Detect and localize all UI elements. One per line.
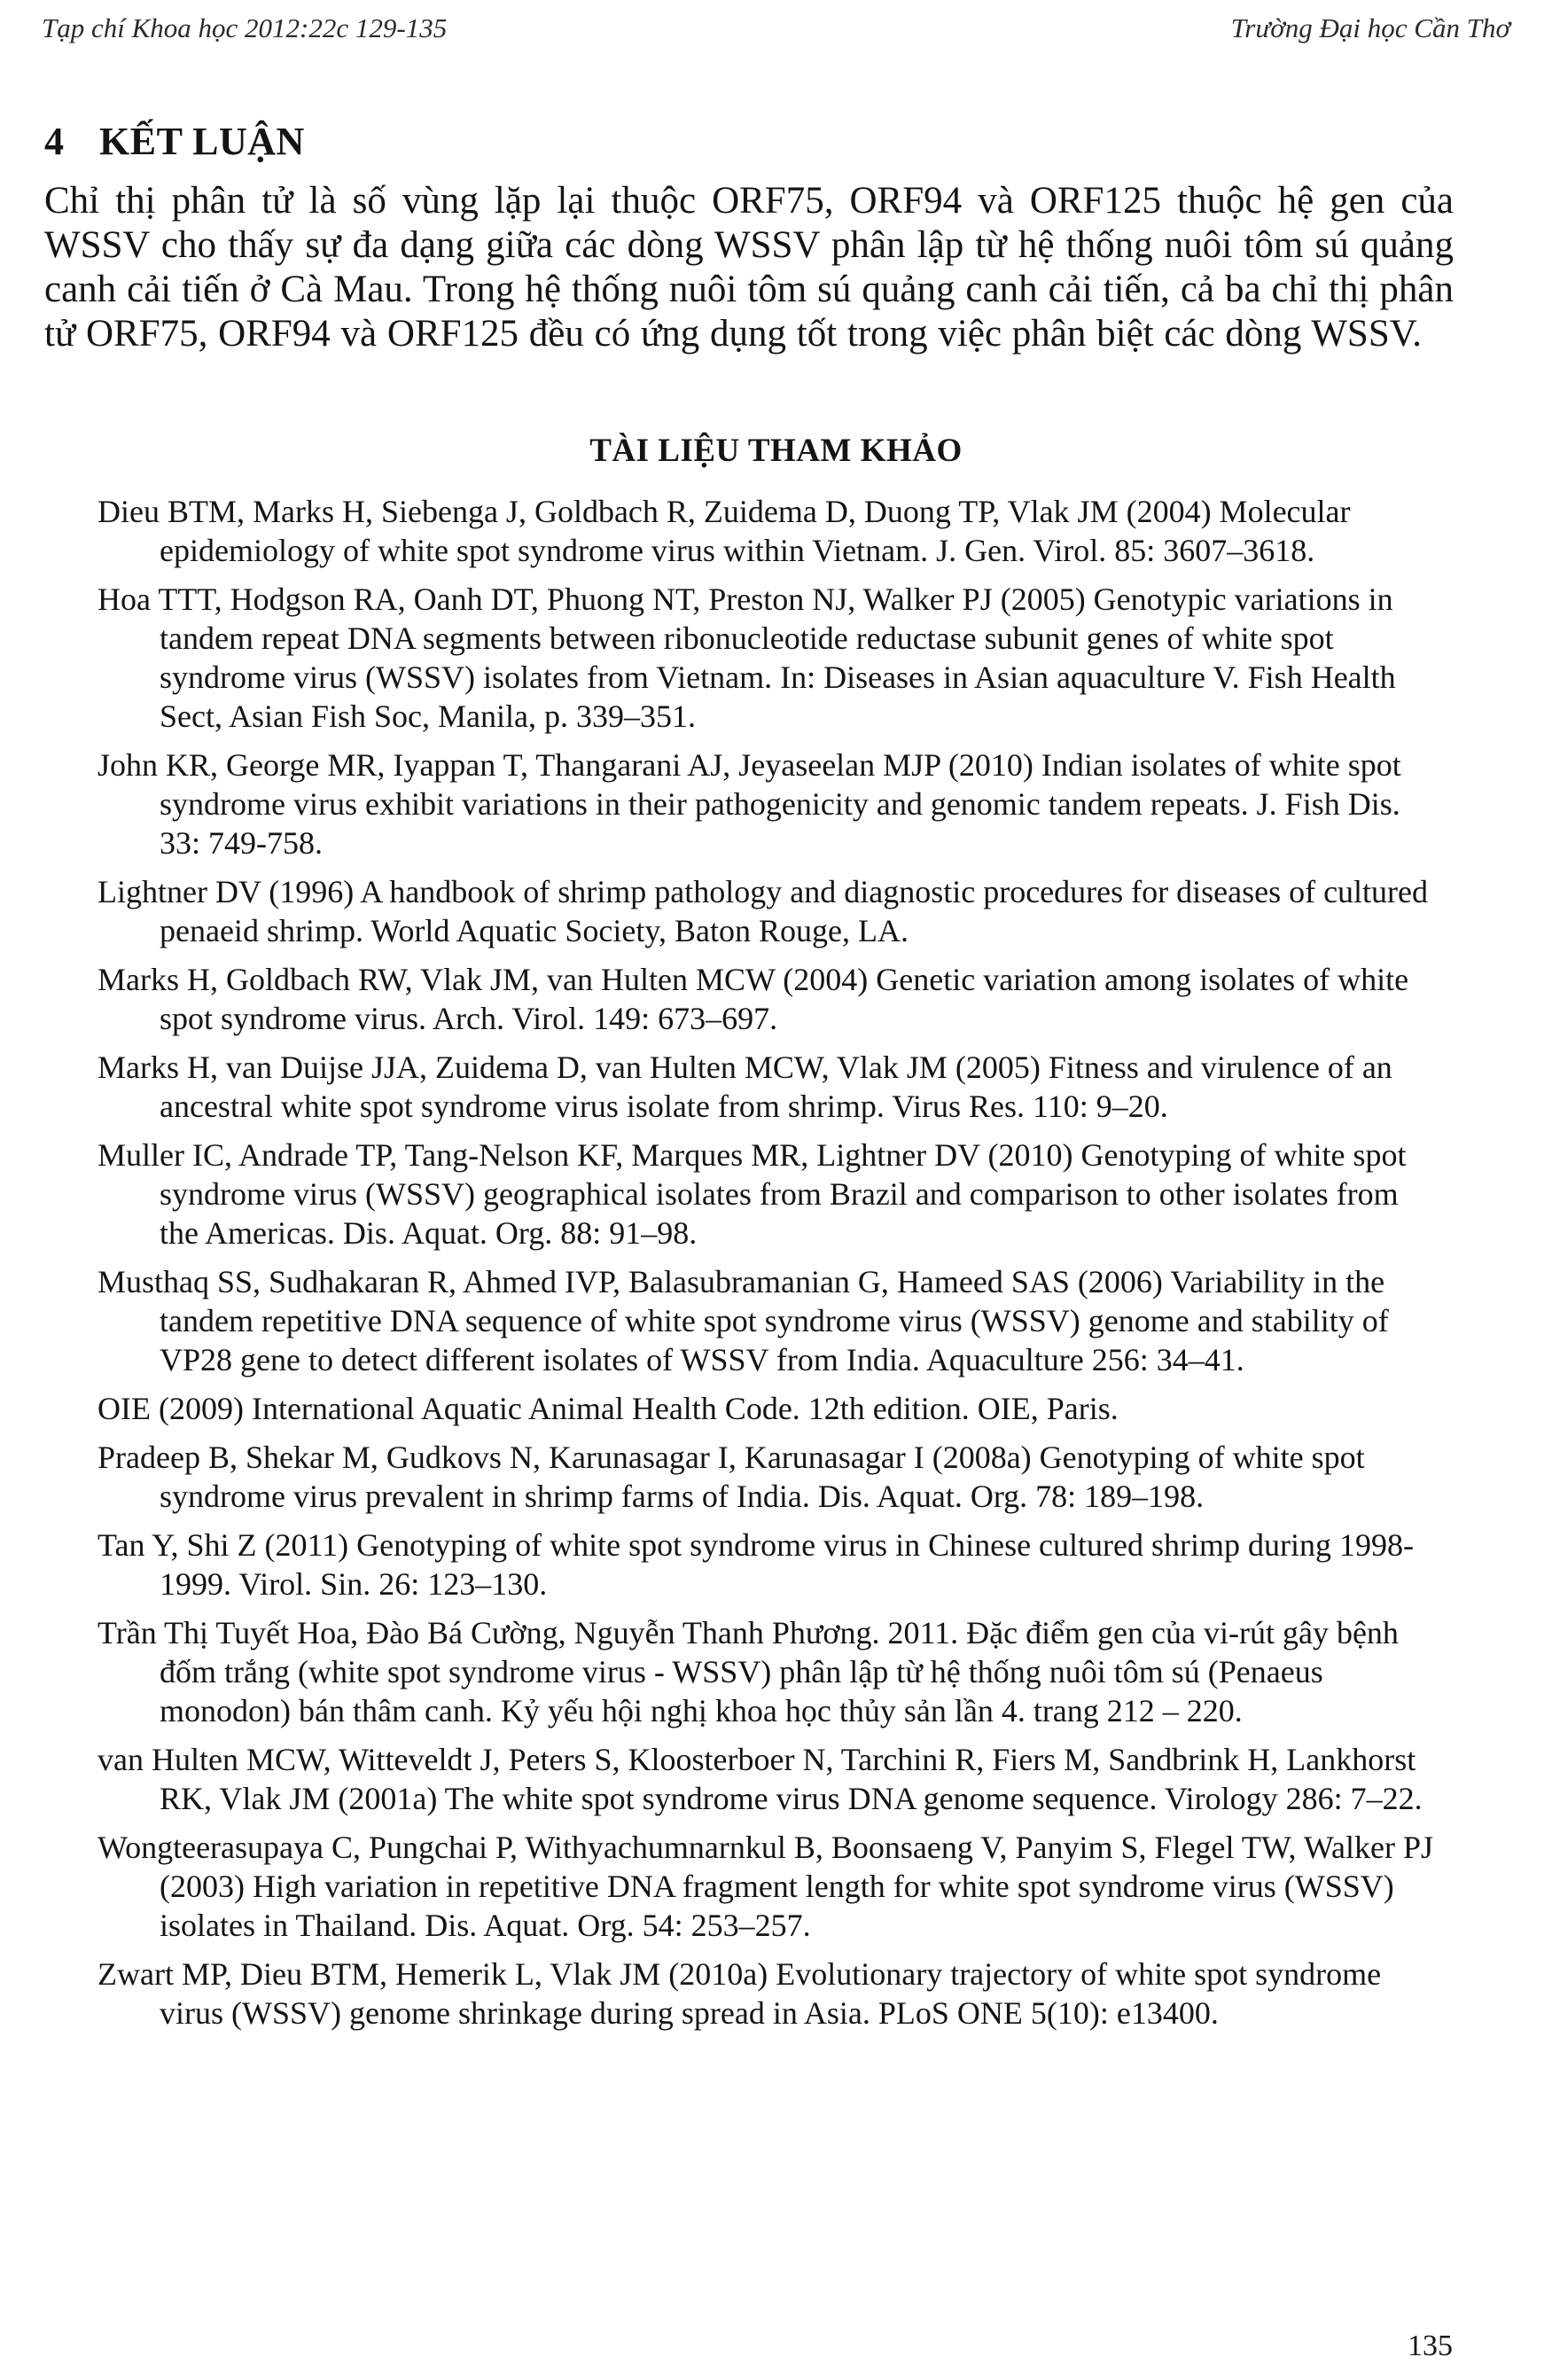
section-title: KẾT LUẬN bbox=[99, 120, 305, 163]
reference-item: Marks H, Goldbach RW, Vlak JM, van Hulten MCW (2004) Genetic variation among isolates of white spot syndrome virus. Arch. Virol. 149: 673–697. bbox=[97, 962, 1409, 1036]
running-header bbox=[42, 12, 1510, 48]
institution-name: Trường Đại học Cần Thơ bbox=[1230, 12, 1510, 43]
references-title: TÀI LIỆU THAM KHẢO bbox=[589, 433, 963, 469]
journal-citation: Tạp chí Khoa học 2012:22c 129-135 bbox=[42, 12, 448, 43]
conclusion-paragraph: Chỉ thị phân tử là số vùng lặp lại thuộc ORF75, ORF94 và ORF125 thuộc hệ gen của WSSV cho thấy sự đa dạng giữa các dòng WSSV phân lập từ hệ thống nuôi tôm sú quảng canh cải tiến ở Cà Mau. Trong hệ thống nuôi tôm sú quảng canh cải tiến, cả ba chỉ thị phân tử ORF75, ORF94 và ORF125 đều có ứng dụng tốt trong việc phân biệt các dòng WSSV. bbox=[44, 180, 1454, 355]
reference-item: Hoa TTT, Hodgson RA, Oanh DT, Phuong NT, Preston NJ, Walker PJ (2005) Genotypic variations in tandem repeat DNA segments between ribonucleotide reductase subunit genes of white spot syndrome virus (WSSV) isolates from Vietnam. In: Diseases in Asian aquaculture V. Fish Health Sect, Asian Fish Soc, Manila, p. 339–351. bbox=[97, 581, 1396, 734]
section-heading bbox=[44, 119, 305, 164]
section-number: 4 bbox=[44, 120, 65, 163]
reference-item: van Hulten MCW, Witteveldt J, Peters S, Kloosterboer N, Tarchini R, Fiers M, Sandbrink H, Lankhorst RK, Vlak JM (2001a) The white spot syndrome virus DNA genome sequence. Virology 286: 7–22. bbox=[97, 1742, 1423, 1816]
reference-item: Dieu BTM, Marks H, Siebenga J, Goldbach R, Zuidema D, Duong TP, Vlak JM (2004) Molecular epidemiology of white spot syndrome virus within Vietnam. J. Gen. Virol. 85: 3607–3618. bbox=[97, 494, 1351, 568]
reference-item: OIE (2009) International Aquatic Animal Health Code. 12th edition. OIE, Paris. bbox=[97, 1391, 1119, 1426]
reference-item: John KR, George MR, Iyappan T, Thangarani AJ, Jeyaseelan MJP (2010) Indian isolates of white spot syndrome virus exhibit variations in their pathogenicity and genomic tandem repeats. J. Fish Dis. 33: 749-758. bbox=[97, 747, 1401, 861]
reference-item: Wongteerasupaya C, Pungchai P, Withyachumnarnkul B, Boonsaeng V, Panyim S, Flegel TW, Walker PJ (2003) High variation in repetitive DNA fragment length for white spot syndrome virus (WSSV) isolates in Thailand. Dis. Aquat. Org. 54: 253–257. bbox=[97, 1830, 1433, 1943]
reference-item: Lightner DV (1996) A handbook of shrimp pathology and diagnostic procedures for diseases of cultured penaeid shrimp. World Aquatic Society, Baton Rouge, LA. bbox=[97, 874, 1429, 948]
reference-item: Marks H, van Duijse JJA, Zuidema D, van Hulten MCW, Vlak JM (2005) Fitness and virulence of an ancestral white spot syndrome virus isolate from shrimp. Virus Res. 110: 9–20. bbox=[97, 1050, 1392, 1124]
reference-item: Pradeep B, Shekar M, Gudkovs N, Karunasagar I, Karunasagar I (2008a) Genotyping of white spot syndrome virus prevalent in shrimp farms of India. Dis. Aquat. Org. 78: 189–198. bbox=[97, 1440, 1365, 1514]
page-number: 135 bbox=[1408, 2329, 1453, 2362]
reference-item: Zwart MP, Dieu BTM, Hemerik L, Vlak JM (2010a) Evolutionary trajectory of white spot syndrome virus (WSSV) genome shrinkage during spread in Asia. PLoS ONE 5(10): e13400. bbox=[97, 1956, 1382, 2031]
reference-item: Tan Y, Shi Z (2011) Genotyping of white spot syndrome virus in Chinese cultured shrimp during 1998-1999. Virol. Sin. 26: 123–130. bbox=[97, 1527, 1414, 1602]
reference-list bbox=[97, 492, 1445, 2042]
reference-item: Muller IC, Andrade TP, Tang-Nelson KF, Marques MR, Lightner DV (2010) Genotyping of white spot syndrome virus (WSSV) geographical isolates from Brazil and comparison to other isolates from the Americas. Dis. Aquat. Org. 88: 91–98. bbox=[97, 1137, 1407, 1251]
reference-item: Trần Thị Tuyết Hoa, Đào Bá Cường, Nguyễn Thanh Phương. 2011. Đặc điểm gen của vi-rút gây bệnh đốm trắng (white spot syndrome virus - WSSV) phân lập từ hệ thống nuôi tôm sú (Penaeus monodon) bán thâm canh. Kỷ yếu hội nghị khoa học thủy sản lần 4. trang 212 – 220. bbox=[97, 1615, 1399, 1728]
reference-item: Musthaq SS, Sudhakaran R, Ahmed IVP, Balasubramanian G, Hameed SAS (2006) Variability in the tandem repetitive DNA sequence of white spot syndrome virus (WSSV) genome and stability of VP28 gene to detect different isolates of WSSV from India. Aquaculture 256: 34–41. bbox=[97, 1264, 1389, 1377]
